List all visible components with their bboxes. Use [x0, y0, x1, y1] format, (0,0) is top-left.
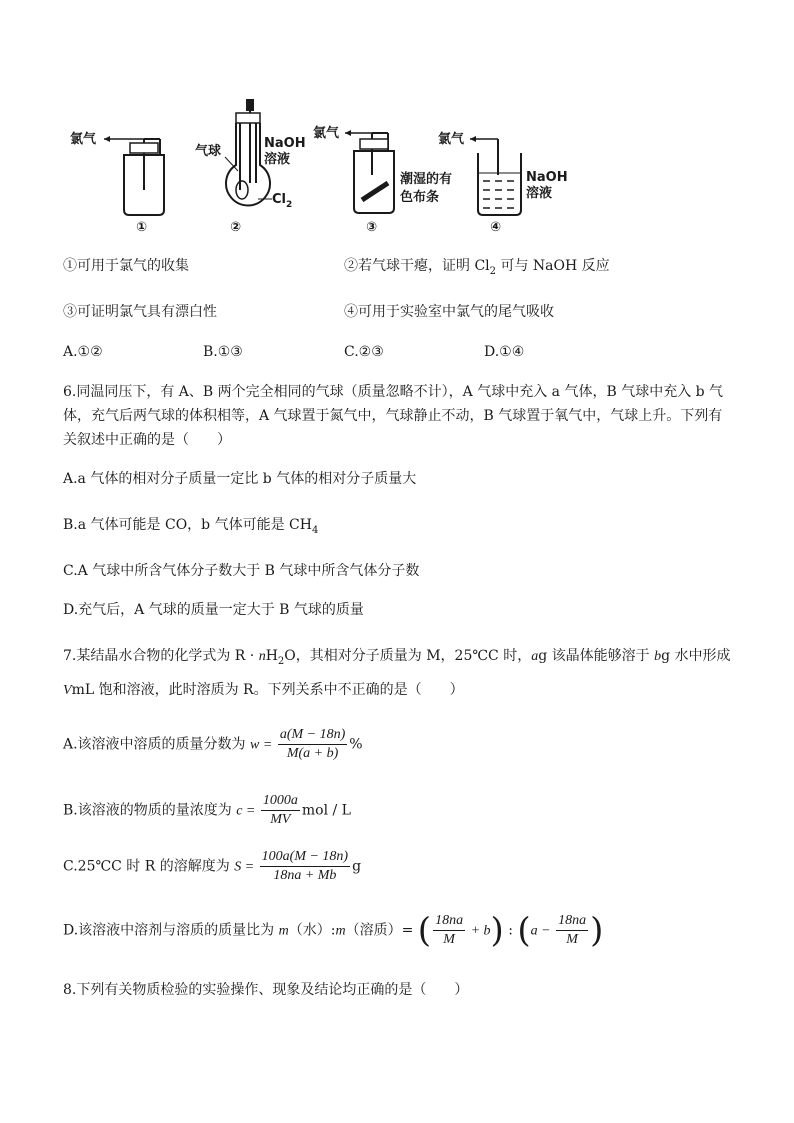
- apparatus-figure: [60, 95, 620, 235]
- apparatus-4-gas-label: 氯气: [438, 132, 465, 147]
- q7-c-denominator: 18na + Mb: [273, 868, 337, 883]
- q6-option-d: D.充气后，A 气球的质量一定大于 B 气球的质量: [63, 602, 364, 618]
- apparatus-2: [195, 99, 306, 235]
- q7-d-colon: :: [503, 922, 518, 939]
- statement-2: [344, 256, 610, 282]
- q7-b-denominator: MV: [270, 812, 291, 827]
- apparatus-2-cl-label: $Cl_2$: [272, 192, 293, 210]
- q6-option-c: C.A 气球中所含气体分子数大于 B 气球中所含气体分子数: [63, 563, 420, 579]
- statement-1: ①可用于氯气的收集: [63, 258, 189, 274]
- q7-d-plus-b: + b: [467, 923, 491, 939]
- q7-d-text: D.该溶液中溶剂与溶质的质量比为: [63, 922, 279, 939]
- statement-2-sub: 2: [489, 265, 497, 277]
- q7-line1-b: O，其相对分子质量为 M，25℃C 时，: [284, 648, 532, 664]
- q7-option-c: [63, 848, 361, 885]
- q7-b-unit: mol / L: [301, 802, 351, 819]
- q7-option-d: [63, 912, 603, 949]
- q5-option-b: B.①③: [203, 344, 243, 360]
- q5-option-c: C.②③: [344, 344, 384, 360]
- q7-a-unit: %: [349, 736, 363, 753]
- q7-d-m1: m: [278, 923, 289, 939]
- q6-stem-line-2: 体，充气后两气球的体积相等，A 气球置于氮气中，气球静止不动，B 气球置于氧气中，气球上升。下列有: [63, 408, 723, 424]
- apparatus-2-naoh-label: NaOH: [264, 136, 306, 151]
- q7-line1-ag: a: [531, 649, 539, 664]
- statement-4: ④可用于实验室中氯气的尾气吸收: [344, 304, 554, 320]
- apparatus-2-number: ②: [230, 220, 242, 235]
- apparatus-4: [438, 131, 568, 235]
- statement-2-pre: ②若气球干瘪，证明 Cl: [344, 258, 490, 274]
- q7-d-paren-open-2: (: [517, 910, 531, 951]
- q7-d-solute: （溶质）=: [345, 922, 418, 939]
- apparatus-1-gas-label: 氯气: [70, 132, 97, 147]
- q7-a-lhs: w =: [250, 737, 276, 753]
- apparatus-2-liquid-label: 溶液: [264, 152, 291, 167]
- q6-option-b: [63, 515, 318, 541]
- q8-stem: 8.下列有关物质检验的实验操作、现象及结论均正确的是（ ）: [63, 982, 469, 998]
- q7-c-numerator: 100a(M − 18n): [260, 848, 350, 867]
- q7-d-denominator-1: M: [443, 932, 455, 947]
- q7-d-denominator-2: M: [566, 932, 578, 947]
- q7-line1-h: H: [265, 648, 278, 664]
- q7-d-paren-close-2: ): [590, 910, 604, 951]
- q7-line1-a: 7.某结晶水合物的化学式为 R ·: [63, 648, 259, 664]
- q7-d-paren-close-1: ): [490, 910, 504, 951]
- q7-d-m2: m: [335, 923, 346, 939]
- apparatus-3-number: ③: [366, 220, 378, 235]
- apparatus-1-number: ①: [136, 220, 148, 235]
- q7-option-a: [63, 726, 363, 763]
- q6-option-b-text: B.a 气体可能是 CO，b 气体可能是 CH: [63, 517, 312, 533]
- q6-option-a: A.a 气体的相对分子质量一定比 b 气体的相对分子质量大: [63, 471, 417, 487]
- apparatus-1: [70, 131, 164, 235]
- apparatus-3: [313, 125, 452, 235]
- q7-a-text: A.该溶液中溶质的质量分数为: [63, 736, 251, 753]
- q7-line1-d: g 水中形成: [661, 648, 731, 664]
- q7-line1-c: g 该晶体能够溶于: [538, 648, 655, 664]
- q7-c-text: C.25℃C 时 R 的溶解度为: [63, 858, 235, 875]
- apparatus-2-balloon-label: 气球: [195, 144, 222, 159]
- q7-stem-line-1: [63, 646, 731, 672]
- q7-line1-sub: 2: [277, 655, 285, 667]
- q6-option-b-sub: 4: [311, 524, 319, 536]
- q7-d-paren-open-1: (: [417, 910, 432, 951]
- q7-b-text: B.该溶液的物质的量浓度为: [63, 802, 237, 819]
- apparatus-3-line2: 色布条: [400, 190, 440, 205]
- q7-line2-v: V: [63, 683, 72, 698]
- q7-d-a-minus: a −: [530, 923, 555, 939]
- statement-2-post: 可与 NaOH 反应: [496, 258, 610, 274]
- statement-3: ③可证明氯气具有漂白性: [63, 304, 217, 320]
- q7-a-numerator: a(M − 18n): [278, 726, 347, 745]
- q7-c-fraction: [260, 848, 350, 885]
- apparatus-4-naoh-label: NaOH: [526, 170, 568, 185]
- apparatus-3-gas-label: 氯气: [313, 126, 340, 141]
- q7-option-b: [63, 792, 351, 829]
- q7-stem-line-2: [63, 680, 464, 701]
- q7-line1-n: n: [258, 649, 266, 664]
- q7-b-fraction: [261, 792, 300, 829]
- q7-d-water: （水）:: [288, 922, 336, 939]
- q7-line2-rest: mL 饱和溶液，此时溶质为 R。下列关系中不正确的是（ ）: [71, 682, 464, 698]
- apparatus-4-number: ④: [490, 220, 502, 235]
- apparatus-3-line1: 潮湿的有: [400, 172, 453, 187]
- q7-d-numerator-2: 18na: [556, 912, 588, 931]
- q5-option-a: A.①②: [63, 344, 103, 360]
- q7-d-fraction-1: [433, 912, 465, 949]
- apparatus-4-liquid-label: 溶液: [526, 186, 553, 201]
- q7-b-numerator: 1000a: [261, 792, 300, 811]
- q7-c-unit: g: [352, 858, 362, 875]
- q7-line1-bg: b: [654, 649, 662, 664]
- q6-stem-line-3: 关叙述中正确的是（ ）: [63, 432, 231, 448]
- q5-option-d: D.①④: [484, 344, 525, 360]
- q6-stem-line-1: 6.同温同压下，有 A、B 两个完全相同的气球（质量忽略不计），A 气球中充入 a 气体，B 气球中充入 b 气: [63, 384, 724, 400]
- q7-b-lhs: c =: [236, 803, 259, 819]
- q7-a-denominator: M(a + b): [286, 746, 339, 761]
- q7-d-numerator-1: 18na: [433, 912, 465, 931]
- q7-a-fraction: [278, 726, 347, 763]
- q7-c-lhs: S =: [234, 859, 258, 875]
- q7-d-fraction-2: [556, 912, 588, 949]
